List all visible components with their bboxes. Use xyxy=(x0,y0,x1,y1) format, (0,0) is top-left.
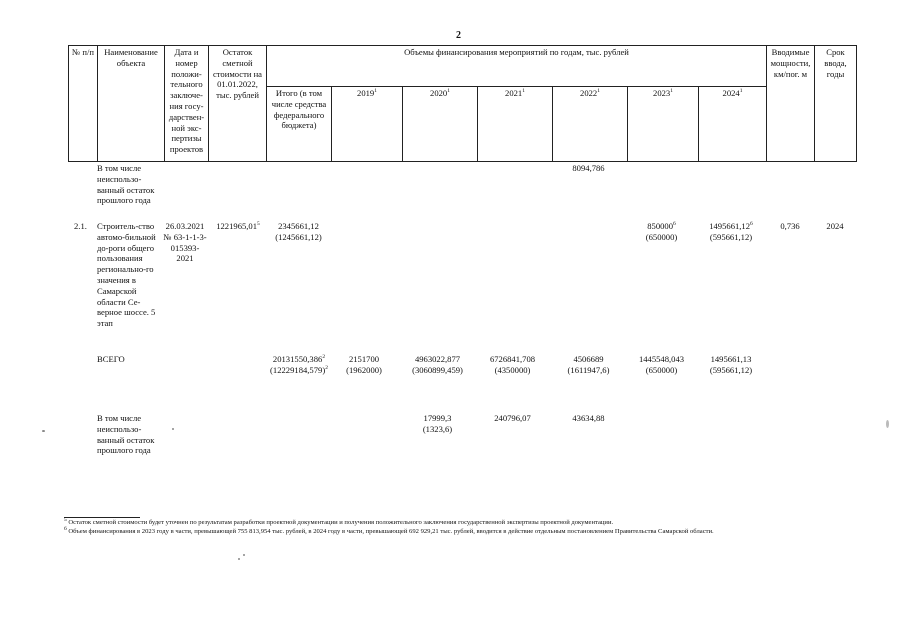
total-2022-value xyxy=(551,354,626,376)
unused-2020-number: 17999,3 xyxy=(423,413,452,423)
y2024-federal: (595661,12) xyxy=(709,231,753,242)
year-sup: 1 xyxy=(522,88,525,95)
col-year-2019 xyxy=(332,87,403,162)
year-label: 2019 xyxy=(357,88,375,98)
footnote-mark: 5 xyxy=(64,516,67,523)
unused-2021-value: 240796,07 xyxy=(494,413,531,423)
y2023-sup: 6 xyxy=(673,221,676,228)
grand-total-number: 20131550,386 xyxy=(272,354,323,364)
capacity-value: 0,736 xyxy=(780,221,800,231)
total-2023-number: 1445548,043 xyxy=(638,354,685,364)
total-2020-value xyxy=(400,354,475,376)
remainder-number: 1221965,01 xyxy=(216,221,258,231)
col-year-2023 xyxy=(628,87,699,162)
footnote-separator xyxy=(64,517,140,518)
year-sup: 1 xyxy=(739,88,743,95)
total-number: 2345661,12 xyxy=(278,221,319,231)
total-2019-value xyxy=(333,354,395,376)
col-capacity: Вводимые мощности, км/пог. м xyxy=(767,46,815,162)
year-label: 2020 xyxy=(430,88,448,98)
col-year-2021 xyxy=(478,87,553,162)
y2024-value xyxy=(697,221,765,243)
scan-speck xyxy=(42,430,45,432)
total-2020-number: 4963022,877 xyxy=(414,354,461,364)
expertise-value: 26.03.2021 № 63-1-1-3-015393-2021 xyxy=(163,221,207,264)
year-label: 2023 xyxy=(653,88,671,98)
year-label: 2022 xyxy=(580,88,598,98)
unused-2020-federal: (1323,6) xyxy=(422,423,453,434)
scan-speck xyxy=(886,420,889,428)
unused-2020-value xyxy=(400,413,475,435)
total-2020-federal: (3060899,459) xyxy=(412,364,463,375)
scan-speck xyxy=(172,428,174,430)
year-sup: 1 xyxy=(374,88,377,95)
total-2023-value xyxy=(626,354,697,376)
total-2024-value xyxy=(697,354,765,376)
unused-remainder-label: В том числе неиспользо-ванный остаток прошлого года xyxy=(97,163,155,206)
scan-speck xyxy=(243,554,245,556)
grand-total-value xyxy=(262,354,336,376)
total-2019-federal: (1962000) xyxy=(346,364,382,375)
remainder-value xyxy=(208,221,268,232)
unused-2022-value: 8094,786 xyxy=(572,163,605,173)
y2023-number: 850000 xyxy=(647,221,674,231)
footnote-text: Объем финансирования в 2023 году в части, превышающей 755 813,954 тыс. рублей, в 2024 году в части, превышающей 692 929,21 тыс. рублей, вводится в действие отдельным постановлением Правительства Самарской области. xyxy=(68,528,714,535)
total-federal: (1245661,12) xyxy=(275,231,322,242)
remainder-sup: 5 xyxy=(257,221,260,228)
term-value: 2024 xyxy=(826,221,844,231)
col-year-2020 xyxy=(403,87,478,162)
col-term: Срок ввода, годы xyxy=(815,46,857,162)
unused-2022-value: 43634,88 xyxy=(572,413,605,423)
y2024-number: 1495661,12 xyxy=(709,221,751,231)
y2023-value xyxy=(626,221,697,243)
total-2021-number: 6726841,708 xyxy=(489,354,536,364)
col-remainder: Остаток сметной стоимости на 01.01.2022, тыс. рублей xyxy=(209,46,267,162)
total-2024-number: 1495661,13 xyxy=(710,354,752,364)
page-number: 2 xyxy=(456,30,461,41)
y2023-federal: (650000) xyxy=(645,231,678,242)
grand-total-federal: (12229184,579) xyxy=(270,364,326,375)
unused-remainder-label: В том числе неиспользо-ванный остаток прошлого года xyxy=(97,413,155,456)
total-row-label: ВСЕГО xyxy=(97,354,125,364)
footnote-mark: 6 xyxy=(64,525,67,532)
total-2022-federal: (1611947,6) xyxy=(567,364,610,375)
total-2022-number: 4506689 xyxy=(573,354,604,364)
scan-speck xyxy=(238,558,240,560)
footnote-5 xyxy=(64,516,864,527)
grand-total-federal-sup: 2 xyxy=(325,364,328,371)
total-value xyxy=(266,221,331,243)
object-name: Строитель-ство автомо-бильной до-роги общего пользования регионально-го значения в Самарской области Се-верное шоссе. 5 этап xyxy=(97,221,156,329)
year-label: 2021 xyxy=(505,88,523,98)
col-expertise: Дата и номер положи-тельного заключе-ния госу-дарствен-ной экс-пертизы проектов xyxy=(165,46,209,162)
total-2021-value xyxy=(475,354,550,376)
row-number: 2.1. xyxy=(74,221,87,231)
year-label: 2024 xyxy=(722,88,740,98)
year-sup: 1 xyxy=(447,88,450,95)
year-sup: 1 xyxy=(597,88,600,95)
col-name: Наименование объекта xyxy=(98,46,165,162)
table-header xyxy=(68,45,857,162)
col-total: Итого (в том числе средства федерального бюджета) xyxy=(267,87,332,162)
grand-total-sup: 2 xyxy=(322,354,326,361)
col-no: № п/п xyxy=(69,46,98,162)
total-2024-federal: (595661,12) xyxy=(709,364,753,375)
total-2019-number: 2151700 xyxy=(348,354,380,364)
year-sup: 1 xyxy=(670,88,673,95)
col-year-2022 xyxy=(553,87,628,162)
col-financing: Объемы финансирования мероприятий по годам, тыс. рублей xyxy=(267,46,767,87)
col-year-2024 xyxy=(699,87,767,162)
footnote-text: Остаток сметной стоимости будет уточнен по результатам разработки проектной документации и получения положительного заключения государственной экспертизы проектной документации. xyxy=(68,519,614,526)
total-2023-federal: (650000) xyxy=(645,364,678,375)
y2024-sup: 6 xyxy=(750,221,753,228)
total-2021-federal: (4350000) xyxy=(494,364,531,375)
footnote-6 xyxy=(64,525,864,536)
